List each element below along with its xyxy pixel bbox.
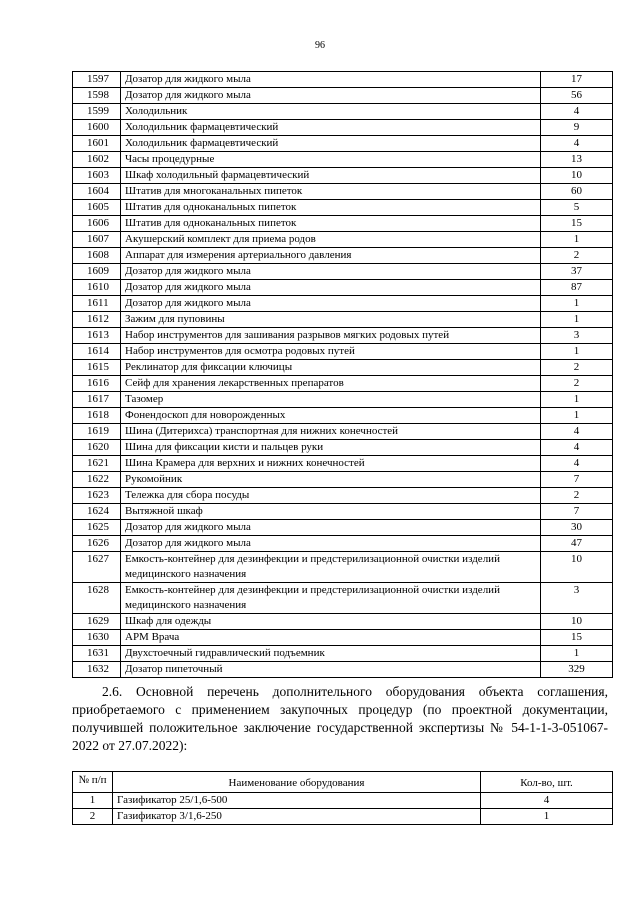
table-row: [73, 376, 613, 392]
quantity: 30: [541, 520, 613, 536]
row-number: 1626: [73, 536, 121, 552]
table-row: [73, 248, 613, 264]
table-row: [73, 88, 613, 104]
row-number: 1603: [73, 168, 121, 184]
table-row: [73, 328, 613, 344]
table-row: [73, 488, 613, 504]
quantity: 5: [541, 200, 613, 216]
equipment-name: Акушерский комплект для приема родов: [121, 232, 541, 248]
equipment-name: Штатив для одноканальных пипеток: [121, 200, 541, 216]
table-row: [73, 583, 613, 614]
quantity: 1: [481, 809, 613, 825]
row-number: 2: [73, 809, 113, 825]
equipment-name: Шина для фиксации кисти и пальцев руки: [121, 440, 541, 456]
equipment-name: Холодильник фармацевтический: [121, 136, 541, 152]
quantity: 2: [541, 360, 613, 376]
row-number: 1622: [73, 472, 121, 488]
quantity: 10: [541, 552, 613, 583]
row-number: 1619: [73, 424, 121, 440]
quantity: 4: [481, 793, 613, 809]
equipment-name: Шкаф для одежды: [121, 614, 541, 630]
quantity: 1: [541, 232, 613, 248]
row-number: 1600: [73, 120, 121, 136]
table-row: [73, 344, 613, 360]
equipment-name: Дозатор для жидкого мыла: [121, 520, 541, 536]
quantity: 1: [541, 392, 613, 408]
row-number: 1601: [73, 136, 121, 152]
row-number: 1625: [73, 520, 121, 536]
quantity: 9: [541, 120, 613, 136]
table-row: [73, 552, 613, 583]
equipment-name: Дозатор для жидкого мыла: [121, 264, 541, 280]
table-row: [73, 104, 613, 120]
quantity: 1: [541, 344, 613, 360]
table-row: [73, 136, 613, 152]
quantity: 60: [541, 184, 613, 200]
equipment-name: Набор инструментов для осмотра родовых путей: [121, 344, 541, 360]
quantity: 1: [541, 296, 613, 312]
quantity: 1: [541, 646, 613, 662]
table-row: [73, 120, 613, 136]
table-row: [73, 793, 613, 809]
table-row: [73, 809, 613, 825]
quantity: 329: [541, 662, 613, 678]
table-row: [73, 456, 613, 472]
table-row: [73, 72, 613, 88]
quantity: 87: [541, 280, 613, 296]
equipment-name: Холодильник фармацевтический: [121, 120, 541, 136]
quantity: 7: [541, 472, 613, 488]
row-number: 1605: [73, 200, 121, 216]
table-row: [73, 200, 613, 216]
equipment-name: Рукомойник: [121, 472, 541, 488]
quantity: 4: [541, 456, 613, 472]
row-number: 1607: [73, 232, 121, 248]
quantity: 15: [541, 630, 613, 646]
row-number: 1606: [73, 216, 121, 232]
equipment-name: Емкость-контейнер для дезинфекции и предстерилизационной очистки изделий медицинского назначения: [121, 552, 541, 583]
quantity: 17: [541, 72, 613, 88]
row-number: 1599: [73, 104, 121, 120]
equipment-name: Двухстоечный гидравлический подъемник: [121, 646, 541, 662]
row-number: 1631: [73, 646, 121, 662]
equipment-name: Штатив для многоканальных пипеток: [121, 184, 541, 200]
equipment-name: Холодильник: [121, 104, 541, 120]
equipment-table-body: [73, 72, 613, 678]
row-number: 1612: [73, 312, 121, 328]
row-number: 1620: [73, 440, 121, 456]
table-row: [73, 504, 613, 520]
additional-equipment-table: [72, 771, 613, 825]
equipment-table: [72, 71, 613, 678]
table-row: [73, 216, 613, 232]
quantity: 3: [541, 583, 613, 614]
quantity: 2: [541, 248, 613, 264]
quantity: 56: [541, 88, 613, 104]
equipment-name: Дозатор для жидкого мыла: [121, 296, 541, 312]
row-number: 1611: [73, 296, 121, 312]
table-row: [73, 646, 613, 662]
equipment-name: Дозатор для жидкого мыла: [121, 536, 541, 552]
equipment-name: Часы процедурные: [121, 152, 541, 168]
row-number: 1629: [73, 614, 121, 630]
quantity: 1: [541, 312, 613, 328]
quantity: 2: [541, 488, 613, 504]
equipment-name: Дозатор для жидкого мыла: [121, 280, 541, 296]
quantity: 7: [541, 504, 613, 520]
equipment-name: Реклинатор для фиксации ключицы: [121, 360, 541, 376]
equipment-name: Газификатор 25/1,6-500: [113, 793, 481, 809]
header-num: № п/п: [73, 772, 113, 793]
row-number: 1632: [73, 662, 121, 678]
table-row: [73, 264, 613, 280]
quantity: 10: [541, 614, 613, 630]
equipment-name: Шина Крамера для верхних и нижних конечностей: [121, 456, 541, 472]
equipment-name: Сейф для хранения лекарственных препаратов: [121, 376, 541, 392]
equipment-name: Набор инструментов для зашивания разрывов мягких родовых путей: [121, 328, 541, 344]
row-number: 1617: [73, 392, 121, 408]
row-number: 1608: [73, 248, 121, 264]
row-number: 1610: [73, 280, 121, 296]
page-number: 96: [315, 40, 325, 51]
table-row: [73, 440, 613, 456]
quantity: 47: [541, 536, 613, 552]
row-number: 1604: [73, 184, 121, 200]
table-row: [73, 630, 613, 646]
equipment-name: Аппарат для измерения артериального давления: [121, 248, 541, 264]
table-row: [73, 536, 613, 552]
table-row: [73, 296, 613, 312]
quantity: 4: [541, 104, 613, 120]
row-number: 1624: [73, 504, 121, 520]
row-number: 1630: [73, 630, 121, 646]
table-row: [73, 232, 613, 248]
equipment-name: Газификатор 3/1,6-250: [113, 809, 481, 825]
table-row: [73, 472, 613, 488]
quantity: 4: [541, 136, 613, 152]
quantity: 4: [541, 424, 613, 440]
equipment-name: Шина (Дитерихса) транспортная для нижних конечностей: [121, 424, 541, 440]
row-number: 1623: [73, 488, 121, 504]
row-number: 1616: [73, 376, 121, 392]
header-name: Наименование оборудования: [113, 772, 481, 793]
table-row: [73, 662, 613, 678]
table-header-row: [73, 772, 613, 793]
quantity: 2: [541, 376, 613, 392]
table-row: [73, 424, 613, 440]
quantity: 37: [541, 264, 613, 280]
table-row: [73, 184, 613, 200]
equipment-name: Фонендоскоп для новорожденных: [121, 408, 541, 424]
quantity: 10: [541, 168, 613, 184]
table-row: [73, 168, 613, 184]
row-number: 1602: [73, 152, 121, 168]
equipment-name: Тележка для сбора посуды: [121, 488, 541, 504]
equipment-name: Зажим для пуповины: [121, 312, 541, 328]
equipment-name: Дозатор для жидкого мыла: [121, 72, 541, 88]
table-row: [73, 312, 613, 328]
row-number: 1615: [73, 360, 121, 376]
equipment-name: Дозатор пипеточный: [121, 662, 541, 678]
row-number: 1628: [73, 583, 121, 614]
additional-equipment-table-body: [73, 793, 613, 825]
table-row: [73, 614, 613, 630]
header-qty: Кол-во, шт.: [481, 772, 613, 793]
equipment-name: Вытяжной шкаф: [121, 504, 541, 520]
table-row: [73, 152, 613, 168]
quantity: 3: [541, 328, 613, 344]
equipment-name: Емкость-контейнер для дезинфекции и предстерилизационной очистки изделий медицинского назначения: [121, 583, 541, 614]
equipment-name: Шкаф холодильный фармацевтический: [121, 168, 541, 184]
section-2-6-paragraph: 2.6. Основной перечень дополнительного оборудования объекта соглашения, приобретаемого с применением закупочных процедур (по проектной документации, получившей положительное заключение государственной экспертизы № 54-1-1-3-051067-2022 от 27.07.2022):: [72, 684, 608, 753]
row-number: 1614: [73, 344, 121, 360]
table-row: [73, 520, 613, 536]
row-number: 1609: [73, 264, 121, 280]
row-number: 1621: [73, 456, 121, 472]
quantity: 13: [541, 152, 613, 168]
row-number: 1597: [73, 72, 121, 88]
row-number: 1613: [73, 328, 121, 344]
row-number: 1618: [73, 408, 121, 424]
quantity: 4: [541, 440, 613, 456]
quantity: 1: [541, 408, 613, 424]
row-number: 1627: [73, 552, 121, 583]
table-row: [73, 408, 613, 424]
row-number: 1: [73, 793, 113, 809]
table-row: [73, 392, 613, 408]
equipment-name: Дозатор для жидкого мыла: [121, 88, 541, 104]
table-row: [73, 360, 613, 376]
equipment-name: Штатив для одноканальных пипеток: [121, 216, 541, 232]
table-row: [73, 280, 613, 296]
quantity: 15: [541, 216, 613, 232]
equipment-name: АРМ Врача: [121, 630, 541, 646]
row-number: 1598: [73, 88, 121, 104]
equipment-name: Тазомер: [121, 392, 541, 408]
